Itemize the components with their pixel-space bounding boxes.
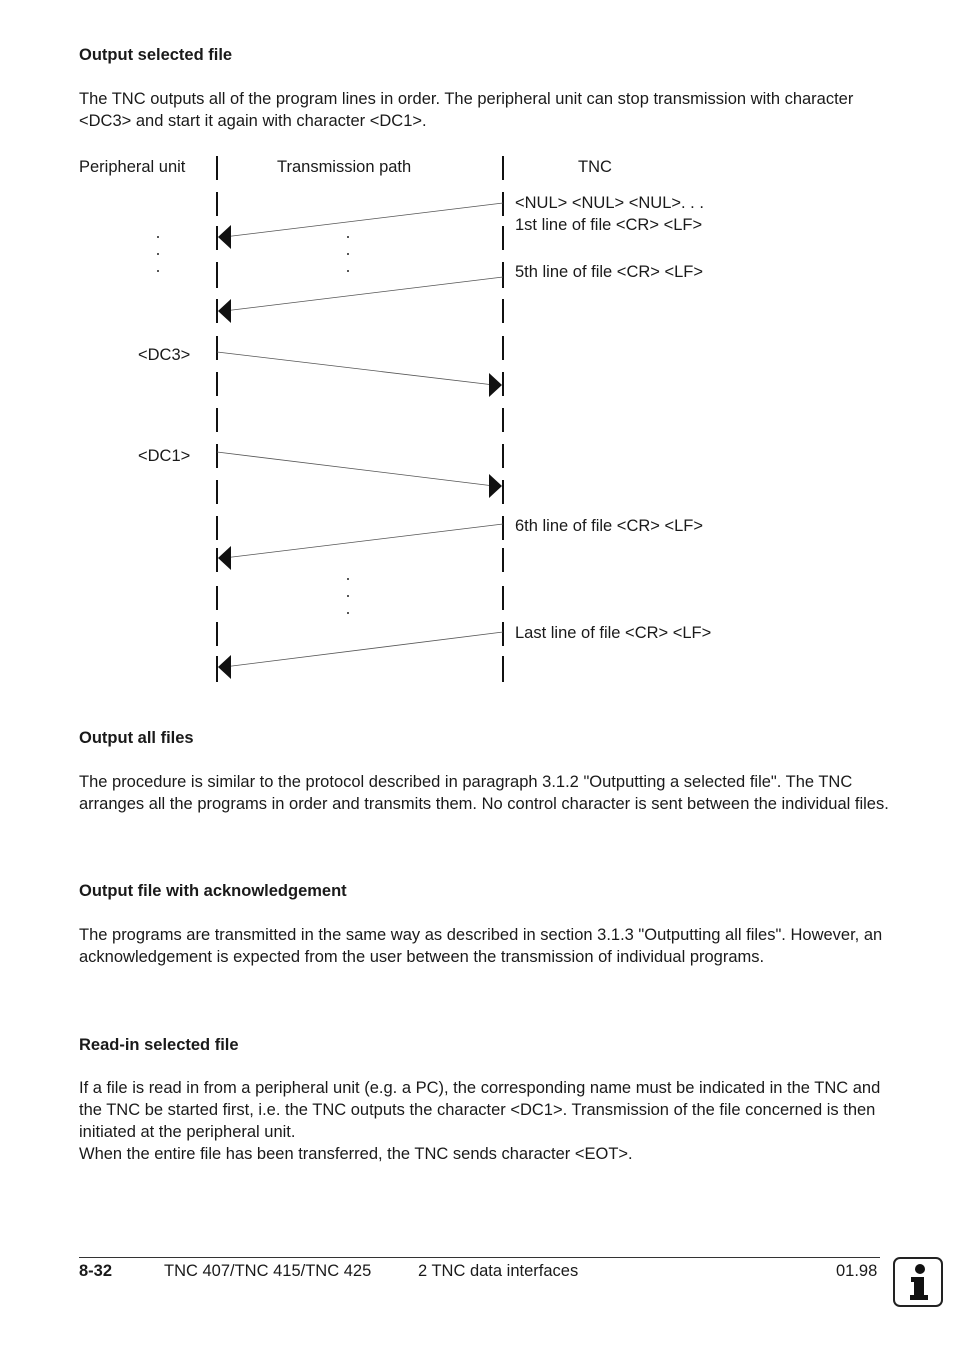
arrowhead-fifth-line [218, 299, 231, 323]
heading-output-selected-file: Output selected file [79, 46, 233, 64]
paragraph-output-all-files: The procedure is similar to the protocol described in paragraph 3.1.2 "Outputting a selected file". The TNC arranges all the programs in order and transmits them. No control character is sent between the individual files. [79, 773, 889, 813]
arrow-line-sixth-line [224, 524, 503, 558]
message-sixth-line: 6th line of file <CR> <LF> [515, 517, 704, 535]
heading-output-all-files: Output all files [79, 729, 194, 747]
ellipsis-dots [157, 236, 349, 614]
control-dc3-label: <DC3> [138, 346, 191, 364]
arrowhead-last-line [218, 655, 231, 679]
arrow-line-dc3 [217, 352, 494, 385]
arrow-line-dc1 [217, 452, 494, 486]
footer-date: 01.98 [836, 1262, 878, 1280]
arrowhead-first-line [218, 225, 231, 249]
footer-model: TNC 407/TNC 415/TNC 425 [164, 1262, 372, 1280]
arrow-line-last-line [224, 632, 503, 667]
heading-output-ack: Output file with acknowledgement [79, 882, 347, 900]
arrowhead-sixth-line [218, 546, 231, 570]
column-label-peripheral-unit: Peripheral unit [79, 158, 186, 176]
control-dc1-label: <DC1> [138, 447, 191, 465]
message-first-line: 1st line of file <CR> <LF> [515, 216, 703, 234]
message-last-line: Last line of file <CR> <LF> [515, 624, 712, 642]
paragraph-output-ack: The programs are transmitted in the same way as described in section 3.1.3 "Outputting all files". However, an acknowledgement is expected from the user between the transmission of individual programs. [79, 926, 883, 966]
footer-page-number: 8-32 [79, 1262, 113, 1280]
paragraph-read-in-1: If a file is read in from a peripheral unit (e.g. a PC), the corresponding name must be indicated in the TNC and the TNC be started first, i.e. the TNC outputs the character <DC1>. Transmission of the file concerned is then initiated at the peripheral unit. [79, 1079, 881, 1141]
heading-read-in: Read-in selected file [79, 1036, 239, 1054]
column-label-tnc: TNC [578, 158, 612, 176]
arrowhead-dc3 [489, 373, 502, 397]
message-fifth-line: 5th line of file <CR> <LF> [515, 263, 704, 281]
footer-chapter: 2 TNC data interfaces [418, 1262, 579, 1280]
arrowhead-dc1 [489, 474, 502, 498]
arrow-line-first-line [224, 203, 503, 237]
paragraph-read-in-2: When the entire file has been transferred, the TNC sends character <EOT>. [79, 1145, 633, 1163]
paragraph-read-in [79, 1077, 889, 1165]
info-icon [893, 1257, 943, 1307]
message-nul: <NUL> <NUL> <NUL>. . . [515, 194, 704, 212]
arrow-line-fifth-line [224, 277, 503, 311]
paragraph-output-selected-file: The TNC outputs all of the program lines in order. The peripheral unit can stop transmission with character <DC3> and start it again with character <DC1>. [79, 90, 854, 130]
column-label-transmission-path: Transmission path [277, 158, 412, 176]
footer-rule [79, 1257, 880, 1258]
